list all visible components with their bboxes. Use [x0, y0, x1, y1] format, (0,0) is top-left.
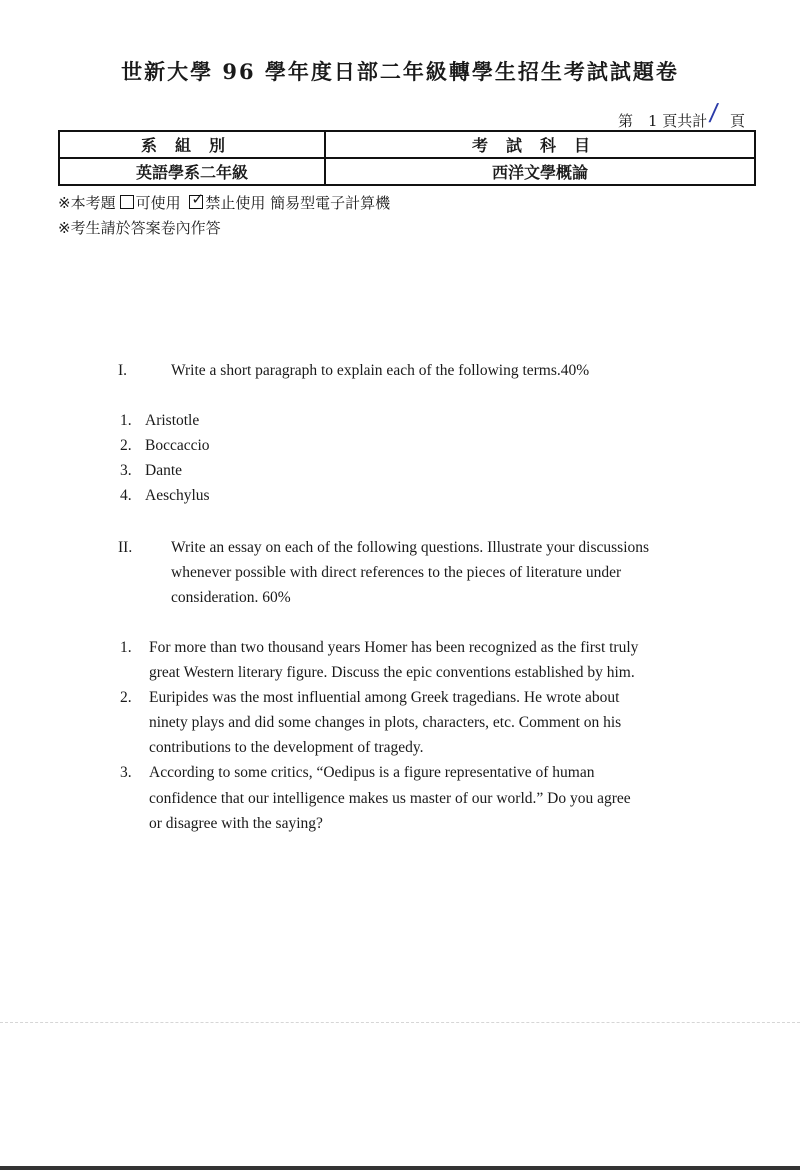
checkbox-allowed [120, 195, 134, 209]
calculator-note-suffix: 簡易型電子計算機 [270, 194, 391, 212]
subject-header: 考試科目 [471, 136, 608, 155]
value-row [59, 158, 755, 185]
page-number-suffix: 頁 [730, 112, 746, 130]
subject-value: 西洋文學概論 [325, 158, 755, 185]
answer-note: ※考生請於答案卷內作答 [58, 219, 221, 237]
section1-heading: Write a short paragraph to explain each of the following terms.40% [171, 362, 590, 379]
term-number: 4. [120, 487, 132, 504]
term-number: 1. [120, 412, 132, 429]
page-number [618, 98, 746, 131]
header-row [59, 131, 755, 158]
section2-heading-line: whenever possible with direct references to the pieces of literature under [171, 564, 622, 581]
term-item: Boccaccio [145, 437, 210, 454]
term-item: Dante [145, 462, 183, 479]
term-number: 2. [120, 437, 132, 454]
question-number: 2. [120, 689, 132, 706]
department-header-cell [59, 131, 325, 158]
calculator-forbidden-label: 禁止使用 [205, 194, 266, 212]
term-item: Aristotle [145, 412, 200, 429]
checkbox-forbidden-checked [189, 195, 203, 209]
term-number: 3. [120, 462, 132, 479]
question-line: or disagree with the saying? [149, 815, 323, 832]
department-value: 英語學系二年級 [59, 158, 325, 185]
question-line: confidence that our intelligence makes us master of our world.” Do you agree [149, 790, 631, 807]
page-number-prefix: 第 1 頁共計 [618, 112, 708, 130]
subject-header-cell [325, 131, 755, 158]
question-line: For more than two thousand years Homer has been recognized as the first truly [149, 639, 639, 656]
calculator-note-prefix: ※本考題 [58, 194, 116, 212]
question-line: According to some critics, “Oedipus is a figure representative of human [149, 764, 595, 781]
scan-bottom-edge [0, 1166, 800, 1170]
scan-fold-line [0, 1022, 800, 1033]
section2-heading-line: consideration. 60% [171, 589, 291, 606]
calculator-allowed-label: 可使用 [135, 194, 181, 212]
exam-header-table [58, 130, 756, 186]
section2-heading-line: Write an essay on each of the following questions. Illustrate your discussions [171, 539, 650, 556]
section2-numeral: II. [118, 539, 133, 556]
question-line: Euripides was the most influential among Greek tragedians. He wrote about [149, 689, 620, 706]
page-number-slash: / [707, 98, 720, 128]
question-number: 1. [120, 639, 132, 656]
term-item: Aeschylus [145, 487, 210, 504]
question-number: 3. [120, 764, 132, 781]
department-header: 系組別 [140, 136, 243, 155]
calculator-note [58, 192, 390, 213]
exam-title: 世新大學 96 學年度日部二年級轉學生招生考試試題卷 [121, 59, 679, 84]
question-line: great Western literary figure. Discuss the epic conventions established by him. [149, 664, 635, 681]
question-line: contributions to the development of tragedy. [149, 739, 424, 756]
question-line: ninety plays and did some changes in plots, characters, etc. Comment on his [149, 714, 622, 731]
section1-numeral: I. [118, 362, 128, 379]
